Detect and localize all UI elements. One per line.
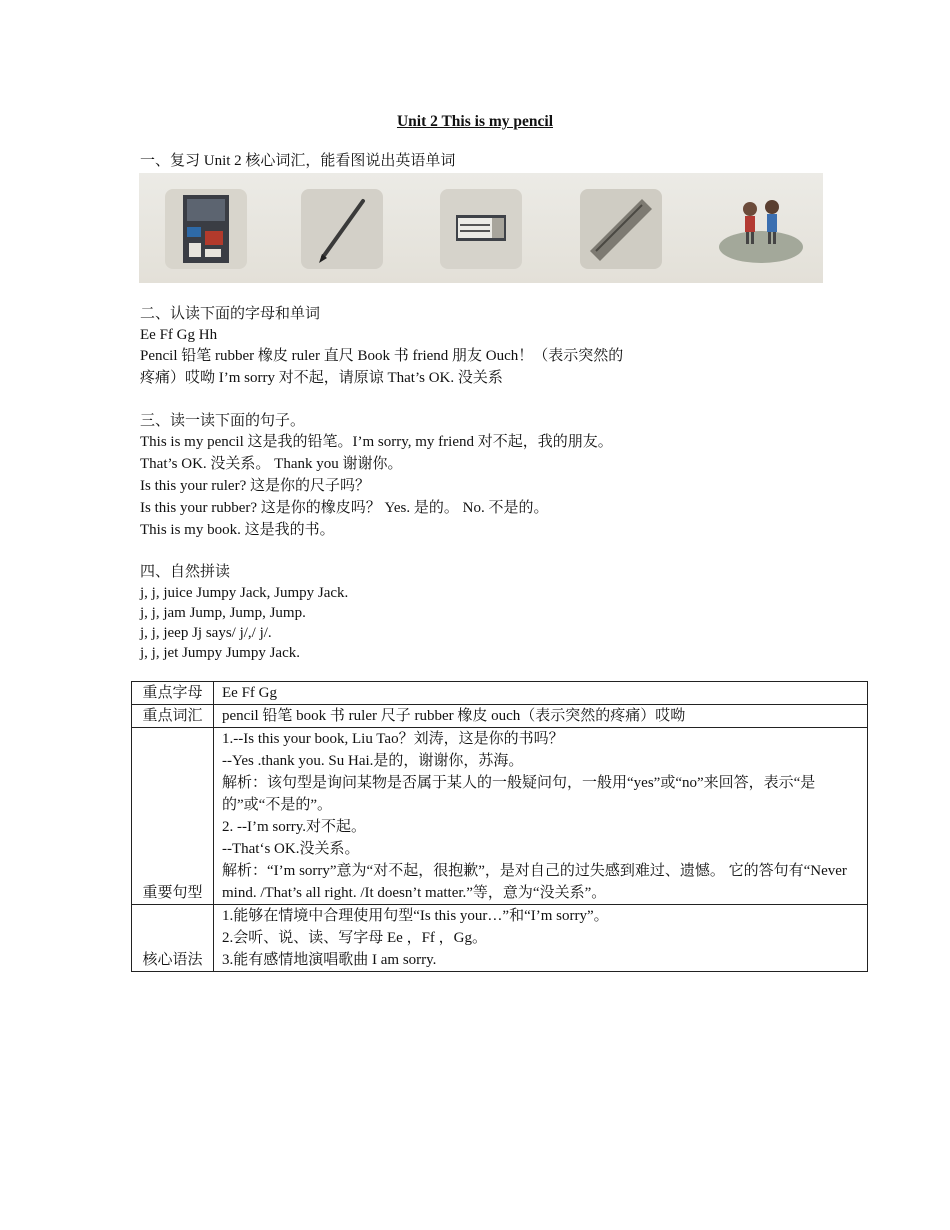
- friends-icon: [714, 185, 809, 271]
- book-icon: [161, 185, 251, 271]
- sentence-pattern-line: --That‘s OK.没关系。: [222, 841, 360, 857]
- sentence-line: Is this your ruler? 这是你的尺子吗？: [140, 478, 370, 494]
- phonics-line: j, j, jeep Jj says/ j/,/ j/.: [140, 625, 272, 641]
- grammar-line: 1.能够在情境中合理使用句型“Is this your…”和“I’m sorry”。: [222, 908, 609, 924]
- grammar-line: 2.会听、说、读、写字母 Ee ，Ff ，Gg。: [222, 930, 487, 946]
- section1-heading: 一、复习 Unit 2 核心词汇，能看图说出英语单词: [140, 153, 456, 169]
- table-row: [132, 905, 868, 972]
- letters-line: Ee Ff Gg Hh: [140, 327, 218, 343]
- row-content: [214, 728, 868, 905]
- sentence-line: This is my book. 这是我的书。: [140, 522, 335, 538]
- row-content: pencil 铅笔 book 书 ruler 尺子 rubber 橡皮 ouch（表示突然的疼痛）哎呦: [214, 705, 868, 728]
- section2-heading: 二、认读下面的字母和单词: [140, 306, 321, 322]
- vocabulary-line-1: Pencil 铅笔 rubber 橡皮 ruler 直尺 Book 书 friend 朋友 Ouch！（表示突然的: [140, 348, 624, 364]
- ruler-icon: [576, 185, 666, 271]
- sentence-line: Is this your rubber? 这是你的橡皮吗？ Yes. 是的。 No. 不是的。: [140, 500, 549, 516]
- grammar-line: 3.能有感情地演唱歌曲 I am sorry.: [222, 952, 437, 968]
- summary-table: [131, 681, 868, 972]
- vocabulary-line-2: 疼痛）哎呦 I’m sorry 对不起，请原谅 That’s OK. 没关系: [140, 370, 503, 386]
- phonics-line: j, j, jam Jump, Jump, Jump.: [140, 605, 306, 621]
- analysis-text: 解析：“I’m sorry”意为“对不起，很抱歉”，是对自己的过失感到难过、遗憾。 它的答句有“Never mind. /That’s all right. /It doesn’t matter.”等，意为“没关系”。: [222, 863, 847, 901]
- sentence-line: That’s OK. 没关系。 Thank you 谢谢你。: [140, 456, 403, 472]
- section4-heading: 四、自然拼读: [140, 564, 231, 580]
- table-row: [132, 682, 868, 705]
- analysis-text: 解析：该句型是询问某物是否属于某人的一般疑问句，一般用“yes”或“no”来回答，表示“是的”或“不是的”。: [222, 775, 816, 813]
- rubber-icon: [436, 185, 526, 271]
- row-content: [214, 905, 868, 972]
- row-label: 重要句型: [132, 728, 214, 905]
- phonics-line: j, j, jet Jumpy Jumpy Jack.: [140, 645, 300, 661]
- table-row: [132, 728, 868, 905]
- row-label: 重点词汇: [132, 705, 214, 728]
- row-label: 核心语法: [132, 905, 214, 972]
- sentence-pattern-line: --Yes .thank you. Su Hai.是的，谢谢你，苏海。: [222, 753, 524, 769]
- phonics-line: j, j, juice Jumpy Jack, Jumpy Jack.: [140, 585, 349, 601]
- row-label: 重点字母: [132, 682, 214, 705]
- pencil-icon: [297, 185, 387, 271]
- vocabulary-picture-strip: [139, 173, 823, 283]
- table-row: [132, 705, 868, 728]
- page-title: Unit 2 This is my pencil: [396, 113, 554, 130]
- row-content: Ee Ff Gg: [214, 682, 868, 705]
- section3-heading: 三、读一读下面的句子。: [140, 413, 306, 429]
- sentence-line: This is my pencil 这是我的铅笔。I’m sorry, my friend 对不起，我的朋友。: [140, 434, 613, 450]
- sentence-pattern-line: 2. --I’m sorry.对不起。: [222, 819, 367, 835]
- sentence-pattern-line: 1.--Is this your book, Liu Tao？刘涛，这是你的书吗？: [222, 731, 564, 747]
